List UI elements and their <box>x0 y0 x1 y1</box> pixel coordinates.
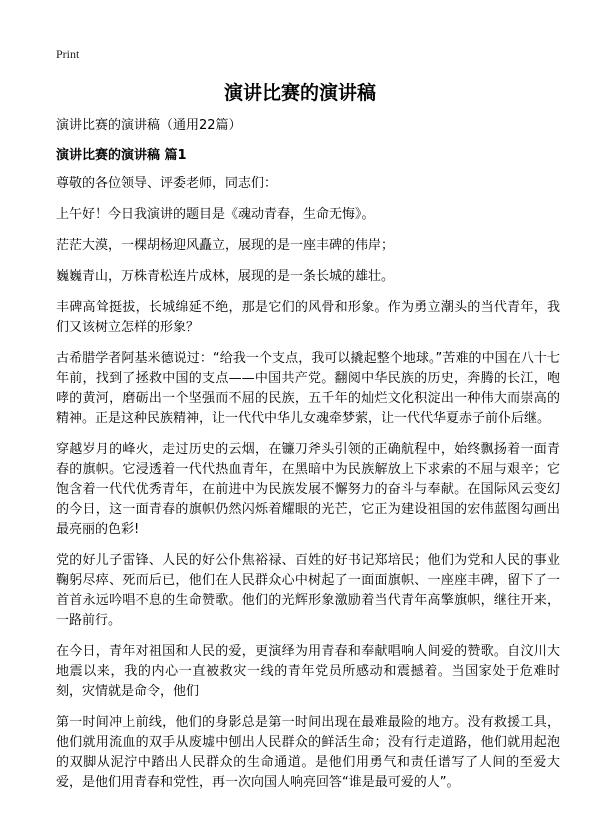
section-heading: 演讲比赛的演讲稿 篇1 <box>56 148 187 163</box>
paragraph-banner: 穿越岁月的峰火，走过历史的云烟，在镰刀斧头引领的正确航程中，始终飘扬着一面青春的旗帜。它浸透着一代代热血青年，在黑暗中为民族解放上下求索的不屈与艰辛；它饱含着一代代优秀青年，在前进中为民族发展不懈努力的奋斗与奉献。在国际风云变幻的今日，这一面青春的旗帜仍然闪烁着耀眼的光芒，它正为建设祖国的宏伟蓝图勾画出最亮丽的色彩! <box>56 442 560 537</box>
document-title: 演讲比赛的演讲稿 <box>223 82 376 104</box>
paragraph-archimedes: 古希腊学者阿基米德说过：“给我一个支点，我可以撬起整个地球。”苦难的中国在八十七年前，找到了拯救中国的支点——中国共产党。翻阅中华民族的历史，奔腾的长江，咆哮的黄河，磨砺出一个坚强而不屈的民族，五千年的灿烂文化积淀出一种伟大而崇高的精神。正是这种民族精神，让一代代中华儿女魂牵梦萦，让一代代华夏赤子前仆后继。 <box>56 351 560 426</box>
paragraph-role-models: 党的好儿子雷锋、人民的好公仆焦裕禄、百姓的好书记郑培民；他们为党和人民的事业鞠躬尽瘁、死而后已，他们在人民群众心中树起了一面面旗帜、一座座丰碑，留下了一首首永远吟唱不息的生命赞歌。他们的光辉形象激励着当代青年高擎旗帜，继往开来，一路前行。 <box>56 553 560 628</box>
paragraph-salutation: 尊敬的各位领导、评委老师，同志们： <box>56 176 278 191</box>
paragraph-mountains: 巍巍青山，万株青松连片成林，展现的是一条长城的雄壮。 <box>56 269 395 284</box>
paragraph-earthquake: 在今日，青年对祖国和人民的爱，更演绎为用青春和奉献唱响人间爱的赞歌。自汶川大地震以来，我的内心一直被救灾一线的青年党员所感动和震撼着。当国家处于危难时刻，灾情就是命令，他们 <box>56 644 560 699</box>
paragraph-desert: 茫茫大漠，一棵胡杨迎风矗立，展现的是一座丰碑的伟岸； <box>56 238 395 253</box>
document-subtitle: 演讲比赛的演讲稿（通用22篇） <box>56 118 242 133</box>
paragraph-frontline: 第一时间冲上前线，他们的身影总是第一时间出现在最难最险的地方。没有救援工具，他们就用流血的双手从废墟中刨出人民群众的鲜活生命；没有行走道路，他们就用起泡的双脚从泥泞中踏出人民群众的生命通道。是他们用勇气和责任谱写了人间的至爱大爱，是他们用青春和党性，再一次向国人响亮回答“谁是最可爱的人”。 <box>56 715 560 790</box>
print-label: Print <box>56 47 80 61</box>
paragraph-image-question: 丰碑高耸挺拔，长城绵延不绝，那是它们的风骨和形象。作为勇立潮头的当代青年，我们又该树立怎样的形象？ <box>56 300 560 335</box>
paragraph-greeting: 上午好！今日我演讲的题目是《魂动青春，生命无悔》。 <box>56 207 375 222</box>
